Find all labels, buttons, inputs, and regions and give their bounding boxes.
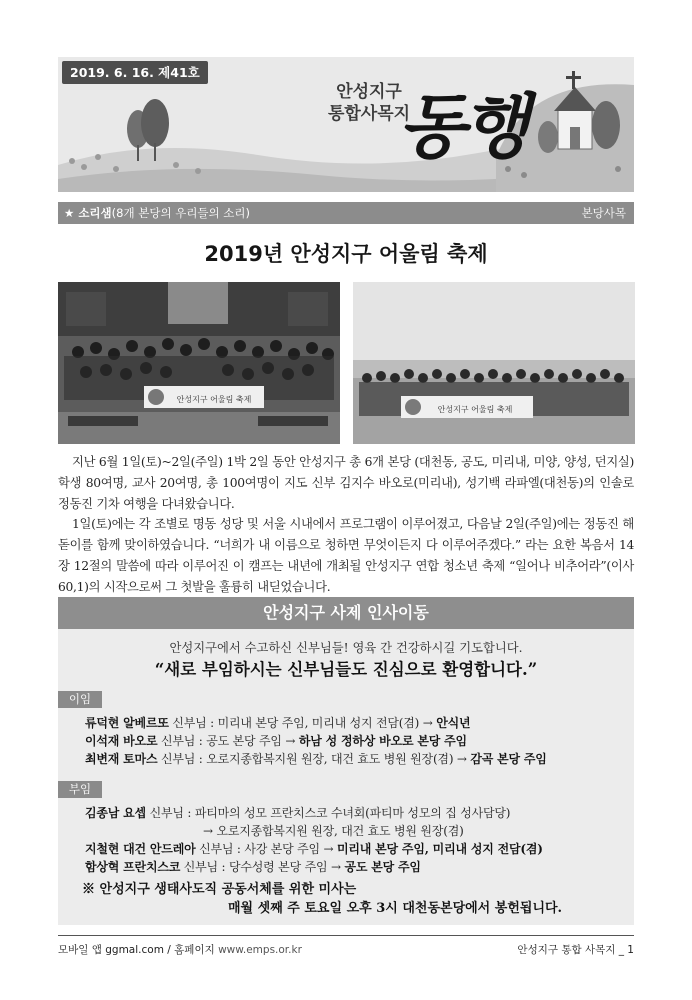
priest-new-post: 미리내 본당 주임, 미리내 성지 전담(겸) xyxy=(337,842,543,856)
photo-group-indoor xyxy=(58,282,340,444)
arriving-entry-continued: → 오로지종합복지원 원장, 대건 효도 병원 원장(겸) xyxy=(203,824,464,838)
arriving-entry xyxy=(85,840,630,858)
footer-contact xyxy=(58,942,302,957)
mass-notice-line1: ※ 안성지구 생태사도직 공동서체를 위한 미사는 xyxy=(82,882,357,897)
priest-name: 김종남 요셉 xyxy=(85,806,146,820)
priest-name: 최변재 토마스 xyxy=(85,752,158,766)
leaving-list xyxy=(85,714,630,768)
personnel-box xyxy=(58,597,634,925)
mass-notice xyxy=(82,880,622,918)
priest-new-post: 안식년 xyxy=(436,716,471,730)
homepage-label: 홈페이지 xyxy=(174,944,219,956)
issue-badge: 2019. 6. 16. 제41호 xyxy=(62,61,208,84)
leaving-entry xyxy=(85,714,630,732)
footer-divider xyxy=(58,935,634,936)
section-category: 본당사목 xyxy=(581,206,626,220)
arriving-tag: 부임 xyxy=(58,781,102,798)
priest-new-post: 하남 성 정하상 바오로 본당 주임 xyxy=(298,734,467,748)
priest-detail: 신부님 : 미리내 본당 주임, 미리내 성지 전담(겸) → xyxy=(168,716,437,730)
section-bar xyxy=(58,202,634,224)
leaving-tag: 이임 xyxy=(58,691,102,708)
section-label xyxy=(64,202,250,224)
article-paragraph-2: 1일(토)에는 각 조별로 명동 성당 및 서울 시내에서 프로그램이 이루어졌고, 다음날 2일(주일)에는 정동진 해돋이를 함께 맞이하였습니다. “너희가 내 이름으로 청하면 무엇이든지 다 이루어주겠다.” 라는 요한 복음서 14장 12절의 말씀에 따라 이루어진 이 캠프는 내년에 개최될 안성지구 연합 청소년 축제 “일어나 비추어라”(이사 60,1)의 시작으로써 그 첫발을 훌륭히 내딛었습니다. xyxy=(58,517,634,594)
mobile-app-link[interactable]: ggmal.com xyxy=(105,944,164,956)
arriving-entry xyxy=(85,858,630,876)
priest-detail: 신부님 : 사강 본당 주임 → xyxy=(195,842,338,856)
section-label-detail: (8개 본당의 우리들의 소리) xyxy=(111,206,251,220)
priest-new-post: 공도 본당 주임 xyxy=(344,860,421,874)
personnel-intro: 안성지구에서 수고하신 신부님들! 영육 간 건강하시길 기도합니다. xyxy=(169,641,523,655)
mass-notice-line2: 매월 셋째 주 토요일 오후 3시 대천동본당에서 봉헌됩니다. xyxy=(228,901,563,916)
priest-name: 류덕현 알베르또 xyxy=(85,716,169,730)
article-paragraph-1: 지난 6월 1일(토)~2일(주일) 1박 2일 동안 안성지구 총 6개 본당 (대천동, 공도, 미리내, 미양, 양성, 던지실) 학생 80여명, 교사 20여명, 총 100여명이 지도 신부 김지수 바오로(미리내), 성기백 라파엘(대천동)의 인솔로 정동진 기차 여행을 다녀왔습니다. xyxy=(58,455,634,511)
masthead xyxy=(58,57,634,192)
star-icon: ★ xyxy=(64,206,75,220)
section-label-main: 소리샘 xyxy=(78,206,112,220)
article-headline: 2019년 안성지구 어울림 축제 xyxy=(204,242,488,266)
banner-text-1: 안성지구 어울림 축제 xyxy=(176,395,252,404)
masthead-title: 동행 xyxy=(398,85,526,168)
arriving-entry xyxy=(85,804,630,822)
personnel-header: 안성지구 사제 인사이동 xyxy=(58,597,634,629)
priest-name: 지철현 대건 안드레아 xyxy=(85,842,196,856)
footer-page-number: 안성지구 통합 사목지 _ 1 xyxy=(517,944,634,956)
priest-new-post: 감곡 본당 주임 xyxy=(470,752,547,766)
footer-separator: / xyxy=(163,944,175,956)
masthead-subtitle-line2: 통합사목지 xyxy=(327,104,411,124)
masthead-subtitle-line1: 안성지구 xyxy=(336,82,402,102)
priest-detail: 신부님 : 공도 본당 주임 → xyxy=(157,734,299,748)
priest-detail: 신부님 : 오로지종합복지원 원장, 대건 효도 병원 원장(겸) → xyxy=(157,752,471,766)
mobile-app-label: 모바일 앱 xyxy=(58,944,106,956)
priest-name: 함상혁 프란치스코 xyxy=(85,860,181,874)
leaving-entry xyxy=(85,750,630,768)
priest-detail: 신부님 : 파티마의 성모 프란치스코 수녀회(파티마 성모의 집 성사담당) xyxy=(145,806,511,820)
banner-text-2: 안성지구 어울림 축제 xyxy=(437,405,513,414)
photo-group-beach xyxy=(353,282,635,444)
leaving-entry xyxy=(85,732,630,750)
arriving-list xyxy=(85,804,630,876)
priest-name: 이석재 바오로 xyxy=(85,734,158,748)
priest-detail: 신부님 : 당수성령 본당 주임 → xyxy=(180,860,345,874)
homepage-link[interactable]: www.emps.or.kr xyxy=(218,944,302,956)
personnel-welcome: “새로 부임하시는 신부님들도 진심으로 환영합니다.” xyxy=(154,660,538,679)
